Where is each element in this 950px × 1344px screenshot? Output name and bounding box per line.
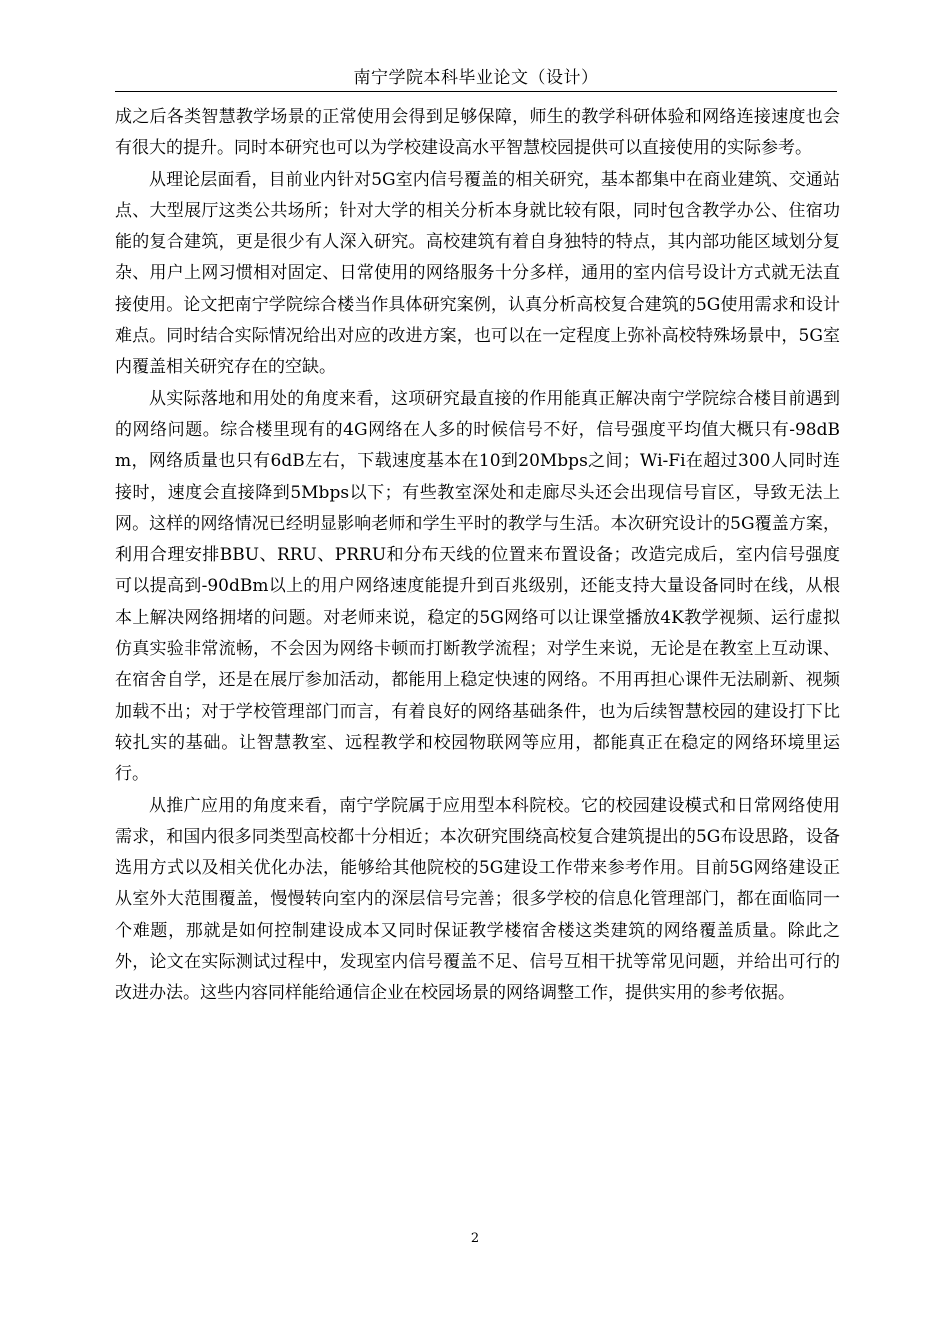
paragraph-promotion: 从推广应用的角度来看，南宁学院属于应用型本科院校。它的校园建设模式和日常网络使用需求，和国内很多同类型高校都十分相近；本次研究围绕高校复合建筑提出的5G布设思路，设备选用方式以及相关优化办法，能够给其他院校的5G建设工作带来参考作用。目前5G网络建设正从室外大范围覆盖，慢慢转向室内的深层信号完善；很多学校的信息化管理部门，都在面临同一个难题，那就是如何控制建设成本又同时保证教学楼宿舍楼这类建筑的网络覆盖质量。除此之外，论文在实际测试过程中，发现室内信号覆盖不足、信号互相干扰等常见问题，并给出可行的改进办法。这些内容同样能给通信企业在校园场景的网络调整工作，提供实用的参考依据。 — [115, 795, 840, 1004]
running-header: 南宁学院本科毕业论文（设计） — [353, 68, 599, 88]
paragraph-theory: 从理论层面看，目前业内针对5G室内信号覆盖的相关研究，基本都集中在商业建筑、交通站点、大型展厅这类公共场所；针对大学的相关分析本身就比较有限，同时包含教学办公、住宿功能的复合建筑，更是很少有人深入研究。高校建筑有着自身独特的特点，其内部功能区域划分复杂、用户上网习惯相对固定、日常使用的网络服务十分多样，通用的室内信号设计方式就无法直接使用。论文把南宁学院综合楼当作具体研究案例，认真分析高校复合建筑的5G使用需求和设计难点。同时结合实际情况给出对应的改进方案，也可以在一定程度上弥补高校特殊场景中，5G室内覆盖相关研究存在的空缺。 — [115, 169, 840, 378]
paragraph-practice: 从实际落地和用处的角度来看，这项研究最直接的作用能真正解决南宁学院综合楼目前遇到的网络问题。综合楼里现有的4G网络在人多的时候信号不好，信号强度平均值大概只有-98dBm，网络质量也只有6dB左右，下载速度基本在10到20Mbps之间；Wi-Fi在超过300人同时连接时，速度会直接降到5Mbps以下；有些教室深处和走廊尽头还会出现信号盲区，导致无法上网。这样的网络情况已经明显影响老师和学生平时的教学与生活。本次研究设计的5G覆盖方案，利用合理安排BBU、RRU、PRRU和分布天线的位置来布置设备；改造完成后，室内信号强度可以提高到-90dBm以上的用户网络速度能提升到百兆级别，还能支持大量设备同时在线，从根本上解决网络拥堵的问题。对老师来说，稳定的5G网络可以让课堂播放4K教学视频、运行虚拟仿真实验非常流畅，不会因为网络卡顿而打断教学流程；对学生来说，无论是在教室上互动课、在宿舍自学，还是在展厅参加活动，都能用上稳定快速的网络。不用再担心课件无法刷新、视频加载不出；对于学校管理部门而言，有着良好的网络基础条件，也为后续智慧校园的建设打下比较扎实的基础。让智慧教室、远程教学和校园物联网等应用，都能真正在稳定的网络环境里运行。 — [115, 388, 840, 785]
page-number: 2 — [470, 1231, 480, 1246]
header-rule — [115, 91, 837, 92]
body-text — [115, 102, 840, 1010]
paragraph-continuation: 成之后各类智慧教学场景的正常使用会得到足够保障，师生的教学科研体验和网络连接速度也会有很大的提升。同时本研究也可以为学校建设高水平智慧校园提供可以直接使用的实际参考。 — [115, 107, 840, 159]
